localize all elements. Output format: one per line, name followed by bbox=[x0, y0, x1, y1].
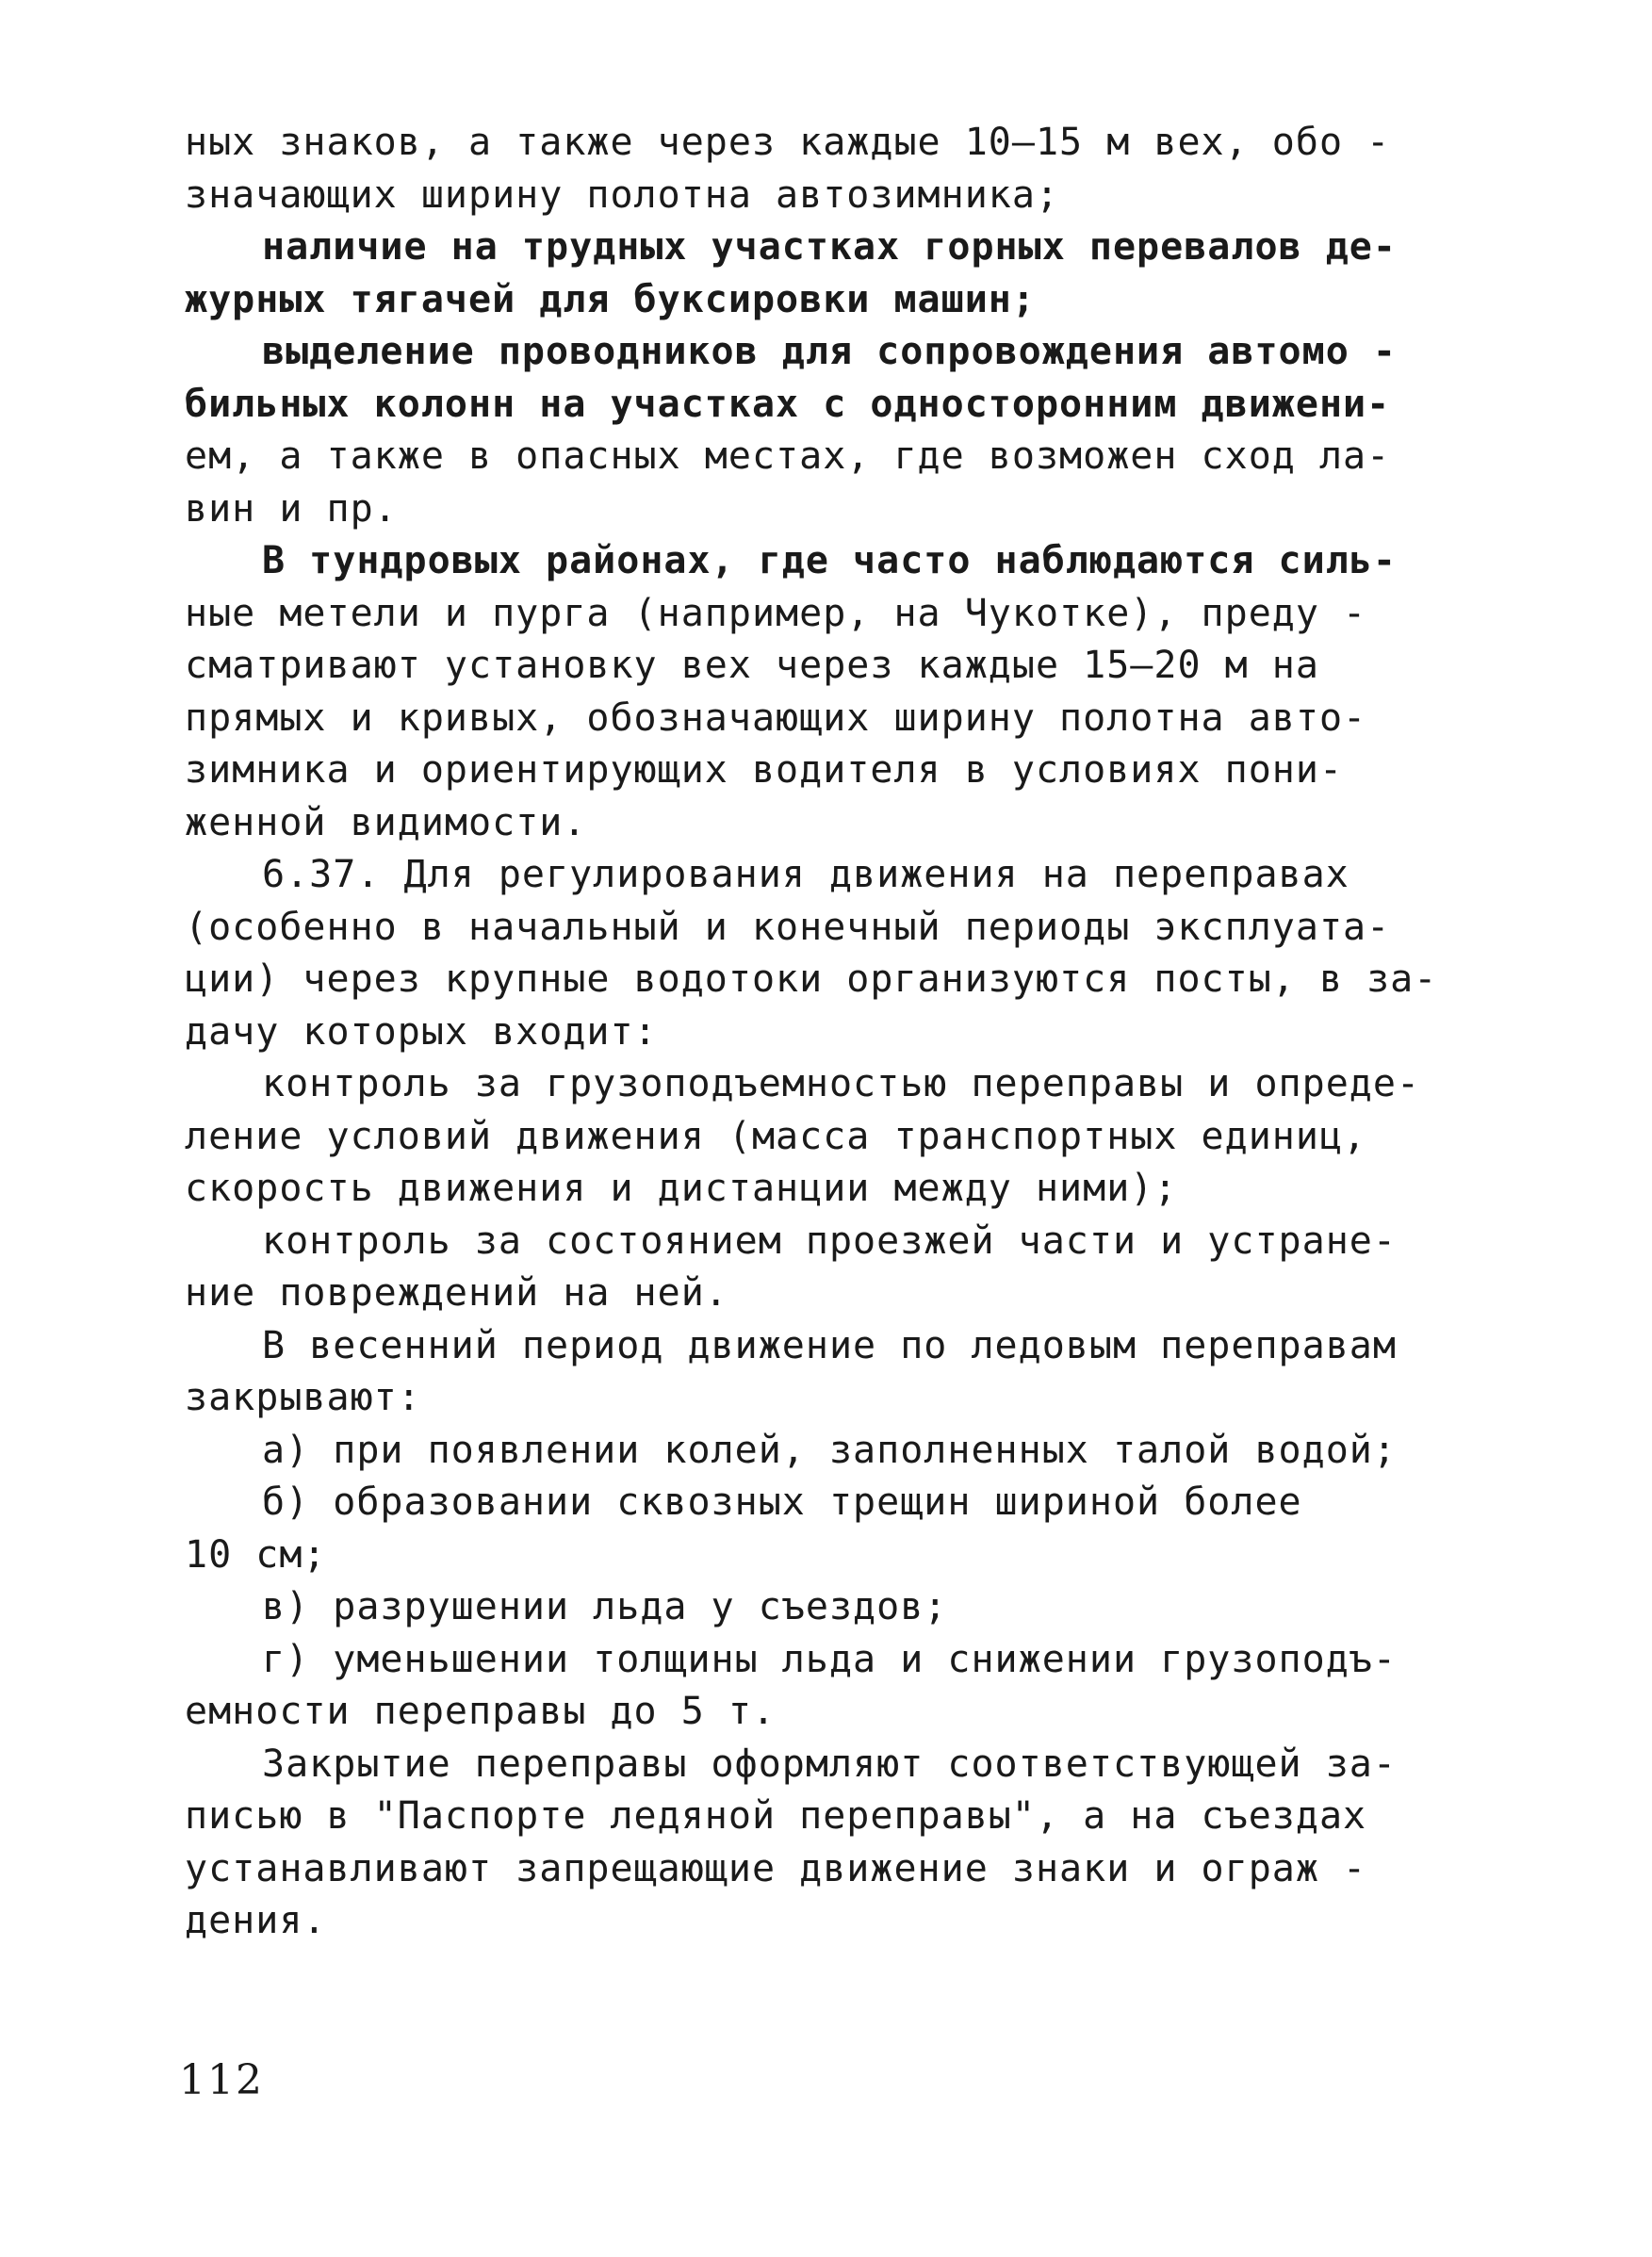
text-line: наличие на трудных участках горных перевалов де- bbox=[262, 225, 1397, 269]
text-line: Закрытие переправы оформляют соответствующей за- bbox=[262, 1742, 1397, 1786]
text-line: ние повреждений на ней. bbox=[185, 1271, 728, 1315]
body-text bbox=[185, 117, 1513, 1948]
text-line: В тундровых районах, где часто наблюдаются силь- bbox=[262, 539, 1397, 582]
text-line: дения. bbox=[185, 1899, 327, 1942]
text-line: писью в "Паспорте ледяной переправы", а на съездах bbox=[185, 1794, 1367, 1838]
text-line: контроль за состоянием проезжей части и устране- bbox=[262, 1218, 1397, 1263]
text-line: 6.37. Для регулирования движения на переправах bbox=[262, 853, 1349, 896]
text-line: женной видимости. bbox=[185, 800, 587, 844]
text-line: ление условий движения (масса транспортных единиц, bbox=[185, 1114, 1367, 1158]
page-number: 112 bbox=[179, 2056, 264, 2104]
text-line: вин и пр. bbox=[185, 486, 398, 531]
text-line: ные метели и пурга (например, на Чукотке), преду - bbox=[185, 591, 1367, 635]
text-line: зимника и ориентирующих водителя в условиях пони- bbox=[185, 748, 1344, 792]
text-line: выделение проводников для сопровождения автомо - bbox=[262, 330, 1397, 373]
text-line: устанавливают запрещающие движение знаки и ограж - bbox=[185, 1846, 1367, 1890]
text-line: скорость движения и дистанции между ними); bbox=[185, 1167, 1178, 1210]
text-line: прямых и кривых, обозначающих ширину полотна авто- bbox=[185, 695, 1367, 740]
text-line: контроль за грузоподъемностью переправы и опреде- bbox=[262, 1062, 1421, 1105]
text-line: (особенно в начальный и конечный периоды эксплуата- bbox=[185, 905, 1391, 949]
text-line: ных знаков, а также через каждые 10–15 м вех, обо - bbox=[185, 121, 1391, 164]
text-line: ции) через крупные водотоки организуются посты, в за- bbox=[185, 957, 1438, 1001]
text-line: в) разрушении льда у съездов; bbox=[262, 1585, 948, 1628]
text-line: закрывают: bbox=[185, 1376, 421, 1419]
text-line: журных тягачей для буксировки машин; bbox=[185, 277, 1036, 321]
text-line: б) образовании сквозных трещин шириной более bbox=[262, 1480, 1302, 1524]
text-line: дачу которых входит: bbox=[185, 1009, 658, 1054]
text-line: В весенний период движение по ледовым переправам bbox=[262, 1323, 1397, 1367]
text-line: ем, а также в опасных местах, где возможен сход ла- bbox=[185, 434, 1391, 478]
text-line: а) при появлении колей, заполненных талой водой; bbox=[262, 1428, 1397, 1472]
text-line: емности переправы до 5 т. bbox=[185, 1690, 777, 1733]
text-line: бильных колонн на участках с односторонним движени- bbox=[185, 382, 1391, 426]
text-line: г) уменьшении толщины льда и снижении грузоподъ- bbox=[262, 1637, 1397, 1681]
text-line: значающих ширину полотна автозимника; bbox=[185, 172, 1060, 217]
text-line: сматривают установку вех через каждые 15–20 м на bbox=[185, 644, 1319, 687]
text-line: 10 см; bbox=[185, 1532, 327, 1577]
